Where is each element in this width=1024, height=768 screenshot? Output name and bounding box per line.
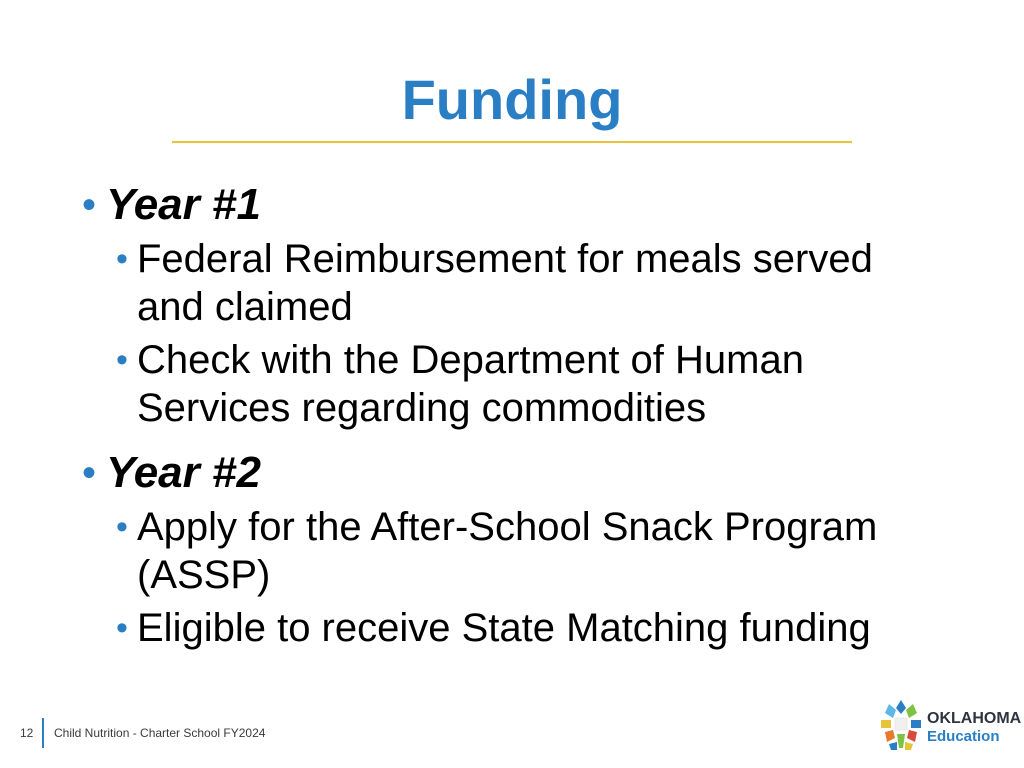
bullet-dot-icon: • (82, 451, 97, 495)
logo-wordmark-line1: OKLAHOMA (927, 710, 1022, 727)
list-item (116, 503, 922, 599)
section-heading (82, 446, 922, 500)
section-heading (82, 178, 922, 232)
title-underline (172, 141, 852, 143)
section-heading-label: Year #1 (106, 180, 261, 229)
logo-wordmark-line2: Education (927, 728, 1000, 745)
section-heading-label: Year #2 (106, 448, 261, 497)
footer-divider (42, 718, 44, 748)
bullet-dot-icon: • (116, 240, 128, 278)
list-item-text: Federal Reimbursement for meals served and claimed (137, 237, 873, 329)
list-item (116, 235, 922, 331)
slide-title: Funding (401, 68, 623, 131)
logo-mark-icon (877, 698, 925, 754)
oklahoma-education-logo (877, 698, 1022, 756)
list-item (116, 604, 922, 652)
list-item-text: Eligible to receive State Matching funding (137, 606, 871, 650)
page-number: 12 (20, 726, 34, 740)
list-item (116, 336, 922, 432)
slide-content (82, 178, 922, 666)
list-item-text: Check with the Department of Human Services regarding commodities (137, 338, 804, 430)
bullet-dot-icon: • (116, 609, 128, 647)
section-year-2 (82, 446, 922, 652)
bullet-dot-icon: • (116, 508, 128, 546)
list-item-text: Apply for the After-School Snack Program (ASSP) (137, 505, 878, 597)
section-year-1 (82, 178, 922, 432)
bullet-dot-icon: • (116, 341, 128, 379)
footer-text: Child Nutrition - Charter School FY2024 (54, 726, 266, 740)
bullet-dot-icon: • (82, 183, 97, 227)
